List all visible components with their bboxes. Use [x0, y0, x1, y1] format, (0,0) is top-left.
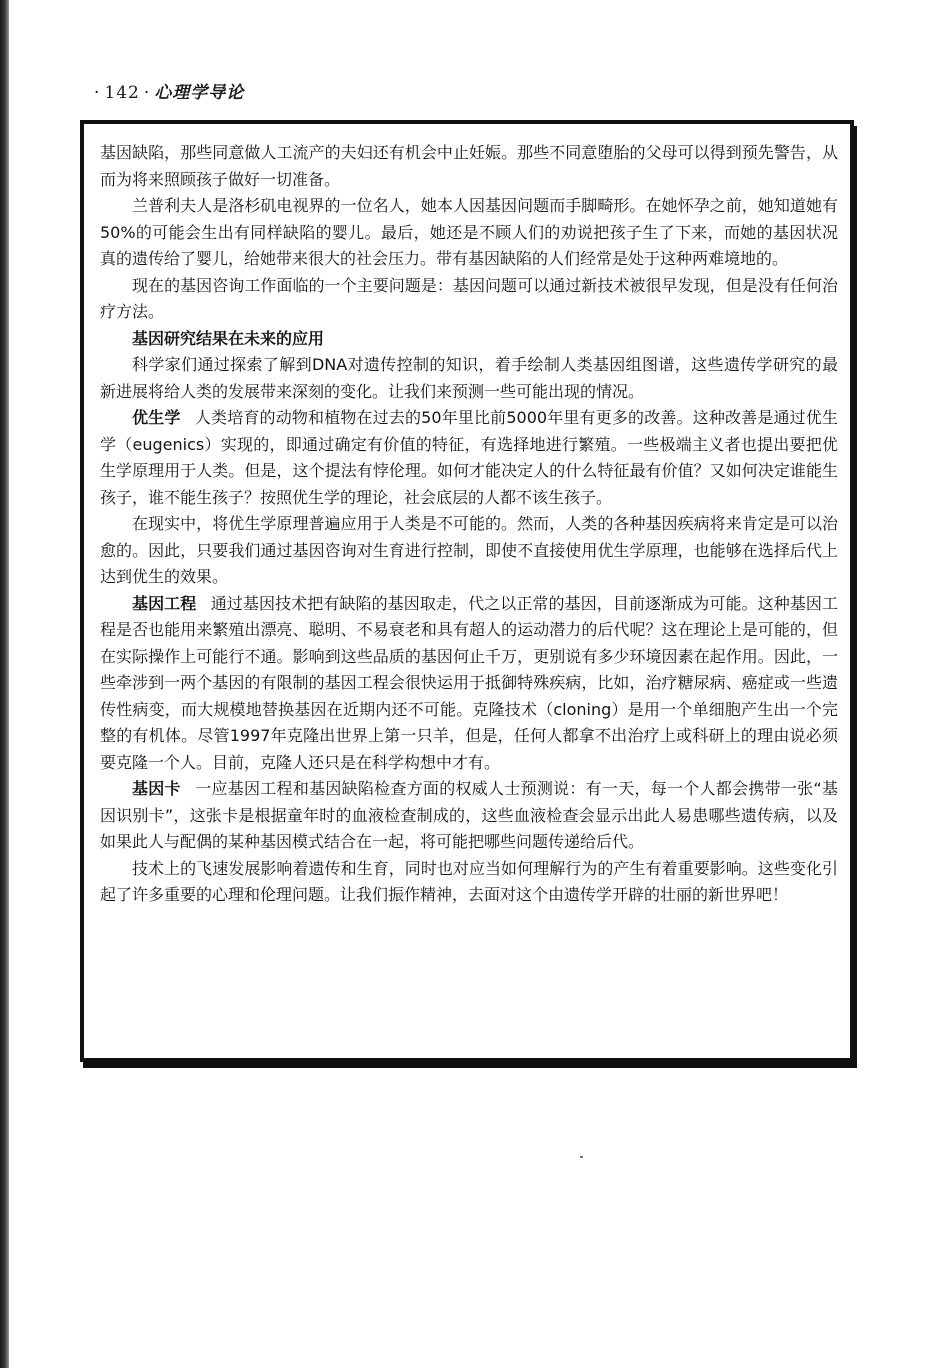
paragraph-genetic-engineering-text: 通过基因技术把有缺陷的基因取走，代之以正常的基因，目前逐渐成为可能。这种基因工程是否也能用来繁殖出漂亮、聪明、不易衰老和具有超人的运动潜力的后代呢？这在理论上是可能的，但在实际操作上可能行不通。影响到这些品质的基因何止千万，更别说有多少环境因素在起作用。因此，一些牵涉到一两个基因的有限制的基因工程会很快运用于抵御特殊疾病，比如，治疗糖尿病、癌症或一些遗传性病变，而大规模地替换基因在近期内还不可能。克隆技术（cloning）是用一个单细胞产生出一个完整的有机体。尽管1997年克隆出世界上第一只羊，但是，任何人都拿不出治疗上或科研上的理由说必须要克隆一个人。目前，克隆人还只是在科学构想中才有。: [100, 593, 838, 772]
content-body: [100, 140, 838, 909]
section-heading: 基因研究结果在未来的应用: [132, 328, 325, 348]
book-title: 心理学导论: [154, 83, 245, 103]
paragraph-gene-card-text: 一应基因工程和基因缺陷检查方面的权威人士预测说：有一天，每一个人都会携带一张“基因识别卡”，这张卡是根据童年时的血液检查制成的，这些血液检查会显示出此人易患哪些遗传病，以及如果此人与配偶的某种基因模式结合在一起，将可能把哪些问题传递给后代。: [100, 779, 838, 851]
page-number: 142: [104, 83, 140, 103]
header-dot: ·: [94, 83, 101, 103]
term-gene-card: 基因卡: [132, 779, 181, 798]
paragraph-eugenics: [100, 405, 838, 511]
paragraph-conclusion: 技术上的飞速发展影响着遗传和生育，同时也对应当如何理解行为的产生有着重要影响。这些变化引起了许多重要的心理和伦理问题。让我们振作精神，去面对这个由遗传学开辟的壮丽的新世界吧！: [100, 858, 838, 904]
running-header: [90, 78, 244, 103]
page-edge-shadow: [0, 0, 9, 1368]
paragraph-intro: 科学家们通过探索了解到DNA对遗传控制的知识，着手绘制人类基因组图谱，这些遗传学研究的最新进展将给人类的发展带来深刻的变化。让我们来预测一些可能出现的情况。: [100, 355, 838, 401]
term-genetic-engineering: 基因工程: [132, 593, 197, 613]
paragraph-genetic-engineering: [100, 591, 838, 777]
paragraph-reality: 在现实中，将优生学原理普遍应用于人类是不可能的。然而，人类的各种基因疾病将来肯定是可以治愈的。因此，只要我们通过基因咨询对生育进行控制，即使不直接使用优生学原理，也能够在选择后代上达到优生的效果。: [100, 514, 838, 586]
header-dot: ·: [143, 83, 151, 103]
paragraph-eugenics-text: 人类培育的动物和植物在过去的50年里比前5000年里有更多的改善。这种改善是通过优生学（eugenics）实现的，即通过确定有价值的特征，有选择地进行繁殖。一些极端主义者也提出要把优生学原理用于人类。但是，这个提法有悖伦理。如何才能决定人的什么特征最有价值？又如何决定谁能生孩子，谁不能生孩子？按照优生学的理论，社会底层的人都不该生孩子。: [100, 408, 838, 507]
paragraph-continued: 基因缺陷，那些同意做人工流产的夫妇还有机会中止妊娠。那些不同意堕胎的父母可以得到预先警告，从而为将来照顾孩子做好一切准备。: [100, 143, 838, 189]
paragraph-gene-card: [100, 776, 838, 856]
term-eugenics: 优生学: [132, 408, 181, 427]
paragraph-counseling-problem: 现在的基因咨询工作面临的一个主要问题是：基因问题可以通过新技术被很早发现，但是没有任何治疗方法。: [100, 275, 838, 321]
scan-speck: [580, 1156, 583, 1158]
paragraph-lamprey: 兰普利夫人是洛杉矶电视界的一位名人，她本人因基因问题而手脚畸形。在她怀孕之前，她知道她有50%的可能会生出有同样缺陷的婴儿。最后，她还是不顾人们的劝说把孩子生了下来，而她的基因状况真的遗传给了婴儿，给她带来很大的社会压力。带有基因缺陷的人们经常是处于这种两难境地的。: [100, 196, 838, 268]
